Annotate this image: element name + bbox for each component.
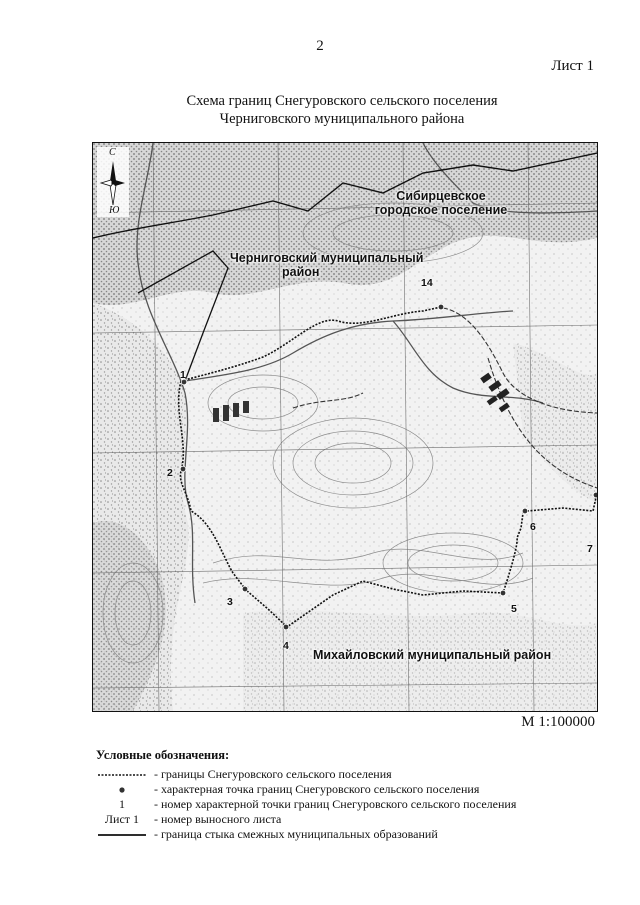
legend — [96, 748, 616, 842]
point-label-4: 4 — [283, 640, 289, 652]
legend-title: Условные обозначения: — [96, 748, 230, 762]
boundary-point-2[interactable] — [180, 466, 186, 472]
legend-text-boundary: - границы Снегуровского сельского поселения — [154, 767, 392, 781]
boundary-point-3[interactable] — [242, 586, 248, 592]
map-title-line-1: Схема границ Снегуровского сельского поселения — [186, 93, 498, 109]
boundary-point-14[interactable] — [438, 304, 444, 310]
dotted-line-icon — [96, 772, 148, 778]
legend-text-sheet: - номер выносного листа — [154, 812, 282, 826]
point-label-2: 2 — [167, 467, 173, 479]
region-label-mikhailovsky: Михайловский муниципальный район — [313, 648, 552, 662]
boundary-points-layer — [93, 143, 597, 711]
legend-item-sheet — [96, 812, 616, 827]
region-label-chernigovsky-line-2: район — [282, 265, 320, 279]
solid-line-icon — [96, 832, 148, 838]
legend-symbol-sheet: Лист 1 — [104, 812, 140, 826]
point-label-14: 14 — [421, 277, 433, 289]
map-title — [0, 92, 640, 128]
point-icon — [96, 785, 148, 795]
legend-text-point-number: - номер характерной точки границ Снегуровского сельского поселения — [154, 797, 517, 811]
legend-item-point-number — [96, 797, 616, 812]
sheet-label: Лист 1 — [551, 58, 594, 74]
point-label-1: 1 — [180, 369, 186, 381]
legend-item-adjacent-boundary — [96, 827, 616, 842]
legend-text-point: - характерная точка границ Снегуровского сельского поселения — [154, 782, 480, 796]
point-label-3: 3 — [227, 596, 233, 608]
boundary-point-4[interactable] — [283, 624, 289, 630]
compass-north-label: С — [109, 147, 116, 158]
region-label-chernigovsky-line-1: Черниговский муниципальный — [230, 251, 424, 265]
legend-text-adjacent-boundary: - граница стыка смежных муниципальных образований — [154, 827, 438, 841]
legend-item-point — [96, 782, 616, 797]
point-label-5: 5 — [511, 603, 517, 615]
point-label-6: 6 — [530, 521, 536, 533]
map-scale: М 1:100000 — [521, 714, 595, 730]
compass-south-label: Ю — [109, 205, 120, 216]
region-label-sibirtsevskoe-line-1: Сибирцевское — [396, 189, 486, 203]
boundary-point-5[interactable] — [500, 590, 506, 596]
boundary-point-7[interactable] — [593, 492, 597, 498]
legend-item-boundary — [96, 767, 616, 782]
legend-symbol-number: 1 — [119, 797, 125, 811]
page-number: 2 — [316, 38, 324, 54]
boundary-point-6[interactable] — [522, 508, 528, 514]
map-frame — [92, 142, 598, 712]
map-title-line-2: Черниговского муниципального района — [219, 111, 465, 127]
point-label-7: 7 — [587, 543, 593, 555]
region-label-sibirtsevskoe-line-2: городское поселение — [374, 203, 508, 217]
